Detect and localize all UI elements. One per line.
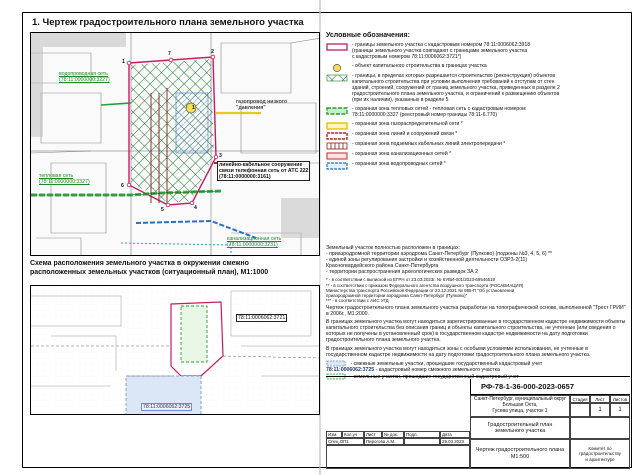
tb-col-change: Изм.: [326, 431, 342, 438]
legend-text-sewer-zone: - охранная зона канализационных сетей *: [352, 151, 452, 157]
water-network-label: водопроводная сеть (78:11:0000000:3227): [59, 71, 110, 83]
plot-cadastral-label: 78:11:0006062:3721: [238, 315, 286, 321]
legend-item-telecom-zone: [326, 131, 628, 140]
legend-text-building: - объект капитального строительства в границах участка: [352, 63, 487, 69]
situation-map-graphics: [31, 286, 320, 415]
point-7-label: 7: [168, 51, 171, 57]
tb-drawing-cell: [470, 439, 570, 469]
legend-item-cable-zone: [326, 141, 628, 150]
tb-plan-title: Градостроительный план земельного участка: [470, 417, 570, 439]
sewer-network-label: канализационная сеть (78:11:0000000:3231): [227, 236, 282, 248]
drawing-title: 1. Чертеж градостроительного плана земельного участка: [32, 17, 304, 28]
legend-text-cable-zone: - охранная зона подземных кабельных линий электропередачи *: [352, 141, 506, 147]
plan-code: РФ-78-1-36-000-2023-0657: [470, 379, 630, 395]
legend-item-build-zone: [326, 73, 628, 103]
plot-boundary-symbol: [326, 43, 348, 51]
title-block-grid: [326, 395, 630, 469]
tb-stage-head: Стадия: [570, 395, 590, 403]
legend-item-plot-boundary: [326, 42, 628, 60]
footnote-1: * - в соответствии с выпиской из ЕГРН от 23.03.2023г. № КУВИ-001/2023-69546519: [326, 277, 495, 283]
tb-col-date: Дата: [440, 431, 470, 438]
legend-item-heat-zone: [326, 106, 628, 118]
tb-address: Санкт-Петербург, муниципальный округ Большая Охта, Гусева улица, участок 1: [470, 395, 570, 417]
legend-item-sewer-zone: [326, 151, 628, 160]
tb-col-doc: № док.: [382, 431, 404, 438]
zone-line-2: - единой зоны регулирования застройки и хозяйственной деятельности ОЗРЗ-2(11): [326, 257, 528, 264]
building-symbol: [326, 64, 348, 72]
tb-sheet-number: 1: [590, 403, 610, 417]
situation-plan-title: Схема расположения земельного участка в окружении смежно расположенных земельных участков (ситуационный план), М1:1000: [30, 260, 269, 276]
point-2-label: 2: [211, 49, 214, 55]
scheme-legend-code: 78:11:0006062:3725: [326, 366, 375, 373]
water-zone-symbol: [326, 162, 348, 170]
scheme-legend-adjacent: - смежные земельные участки, прошедшие государственный кадастровый учет: [350, 360, 543, 367]
tb-signature: [404, 438, 440, 445]
heat-zone-symbol: [326, 107, 348, 115]
neighbour-cadastral-label: 78:11:0006062:3725: [143, 404, 191, 410]
footnote-4: приаэродромной территории аэродрома Санкт-Петербург (Пулково)": [326, 292, 468, 298]
legend-item-gas-zone: [326, 121, 628, 130]
heat-network-label: тепловая сеть (78:11:0000000:3327): [39, 173, 90, 185]
footnote-2: ** - в соответствии с приказом Федерального агентства воздушного транспорта (РОСАВИАЦИЯ): [326, 282, 524, 288]
tb-total-head: Листов: [610, 395, 630, 403]
legend-text-build-zone: - границы, в пределах которых разрешается строительство (реконструкция) объектов капитального строительства при условии выполнения требований к отступам от стен зданий, строений, сооружений от границ земельного участка, приведенных в разделе 2 градостроительного плана земельного участка, и ограничений к размещению объектов (при их наличии), указанных в разделе 5: [352, 73, 560, 103]
tb-sheet-total: 1: [610, 403, 630, 417]
zone-line-1: - приаэродромной территории аэродрома Санкт-Петербург (Пулково) (подзоны №3, 4, 5, 6) **: [326, 251, 553, 258]
telecom-zone-symbol: [326, 132, 348, 140]
point-5-label: 5: [161, 207, 164, 213]
legend-text-water-zone: - охранная зона водопроводных сетей *: [352, 161, 446, 167]
gas-pipe-label: газопровод низкого "давления": [236, 99, 288, 111]
legend-text-gas-zone: - охранная зона газораспределительной сети *: [352, 121, 463, 127]
legend-panel: [326, 32, 628, 244]
footnote-3: Министерства транспорта Российской Федерации от 23.12.2021 № 985-П "Об установлении: [326, 287, 515, 293]
point-3-label: 3: [219, 153, 222, 159]
main-map-graphics: [31, 33, 320, 256]
gas-zone-symbol: [326, 122, 348, 130]
notes-panel: [326, 245, 628, 382]
tb-role: Спец.ОП1: [326, 438, 364, 445]
footnote-5: *** - в соответствии с АИС УГД: [326, 297, 389, 303]
legend-text-telecom-zone: - охранная зона линий и сооружений связи *: [352, 131, 458, 137]
tb-scale: М1:500: [510, 454, 530, 460]
point-6-label: 6: [121, 183, 124, 189]
legend-item-building: [326, 63, 628, 72]
main-drawing-map[interactable]: [30, 32, 320, 256]
legend-item-water-zone: [326, 161, 628, 170]
building-marker-label: 1: [192, 105, 195, 111]
note-topography: Чертеж градостроительного плана земельного участка разработан на топографической основе, выполненной "Трест ГРИИ" в 2006г., М1:2000.: [326, 304, 626, 318]
tb-sheet-head: Лист: [590, 395, 610, 403]
tb-lower-blank: [326, 445, 470, 469]
tb-organization: Комитет по градостроительству и архитектуре: [570, 439, 630, 469]
cable-network-label: линейно-кабельное сооружение связи телефонная сеть от АТС 222 (78:11:0000000:3161): [219, 162, 309, 180]
tb-drawing-title: Чертеж градостроительного плана: [475, 447, 565, 453]
tb-col-sheet: Лист: [364, 431, 382, 438]
tb-stage-value: [570, 403, 590, 417]
zone-line-3: Красногвардейского района Санкт-Петербурга: [326, 263, 439, 270]
sewer-zone-symbol: [326, 152, 348, 160]
note-special-zones: В границах земельного участка могут находиться зоны с особыми условиями использования, не учтенные в государственном кадастре недвижимости на дату подготовки градостроительного плана земельного участка.: [326, 345, 591, 358]
legend-text-plot-boundary: - границы земельного участка с кадастровым номером 78:11:0006062:3918 (границы земельного участка совпадают с границами земельного участка с кадастровым номером 78:11:0006062:3721*): [352, 42, 531, 60]
note-unregistered-objects: В границах земельного участка могут находиться зарегистрированные в государственном кадастре недвижимости объекты капитального строительства без описания границ и объекты капитального строительства, не учтенные (или сведения о которых не получены в установленный срок) в государственном кадастре недвижимости на дату подготовки градостроительного плана земельного участка.: [326, 319, 626, 344]
build-zone-symbol: [326, 74, 348, 82]
tb-blank-cell: [570, 417, 630, 439]
adjacent-plot-symbol: [326, 360, 346, 367]
zones-intro: Земельный участок полностью расположен в границах:: [326, 245, 461, 251]
legend-text-heat-zone: - охранная зона тепловых сетей - тепловая сеть с кадастровым номером 78:11:0000000:3327 (реестровый номер границы 78:11-6.770): [352, 106, 526, 118]
zone-line-4: - территории распространения археологических разведок ЗА 2: [326, 269, 478, 276]
legend-title: Условные обозначения:: [326, 32, 410, 39]
point-1-label: 1: [122, 59, 125, 65]
tb-person: Пирогова А.М.: [364, 438, 404, 445]
tb-col-count: Кол.уч: [342, 431, 364, 438]
cable-zone-symbol: [326, 142, 348, 150]
tb-date: 29.03.2023: [440, 438, 470, 445]
title-block: [326, 373, 630, 468]
situation-plan-map[interactable]: [30, 285, 320, 415]
scheme-legend-registered: - земельные участки, прошедшие государственный кадастровый учет: [350, 373, 519, 380]
tb-col-sign: Подп.: [404, 431, 440, 438]
scheme-legend-code-text: - кадастровый номер смежного земельного участка: [375, 366, 500, 373]
point-4-label: 4: [194, 205, 197, 211]
